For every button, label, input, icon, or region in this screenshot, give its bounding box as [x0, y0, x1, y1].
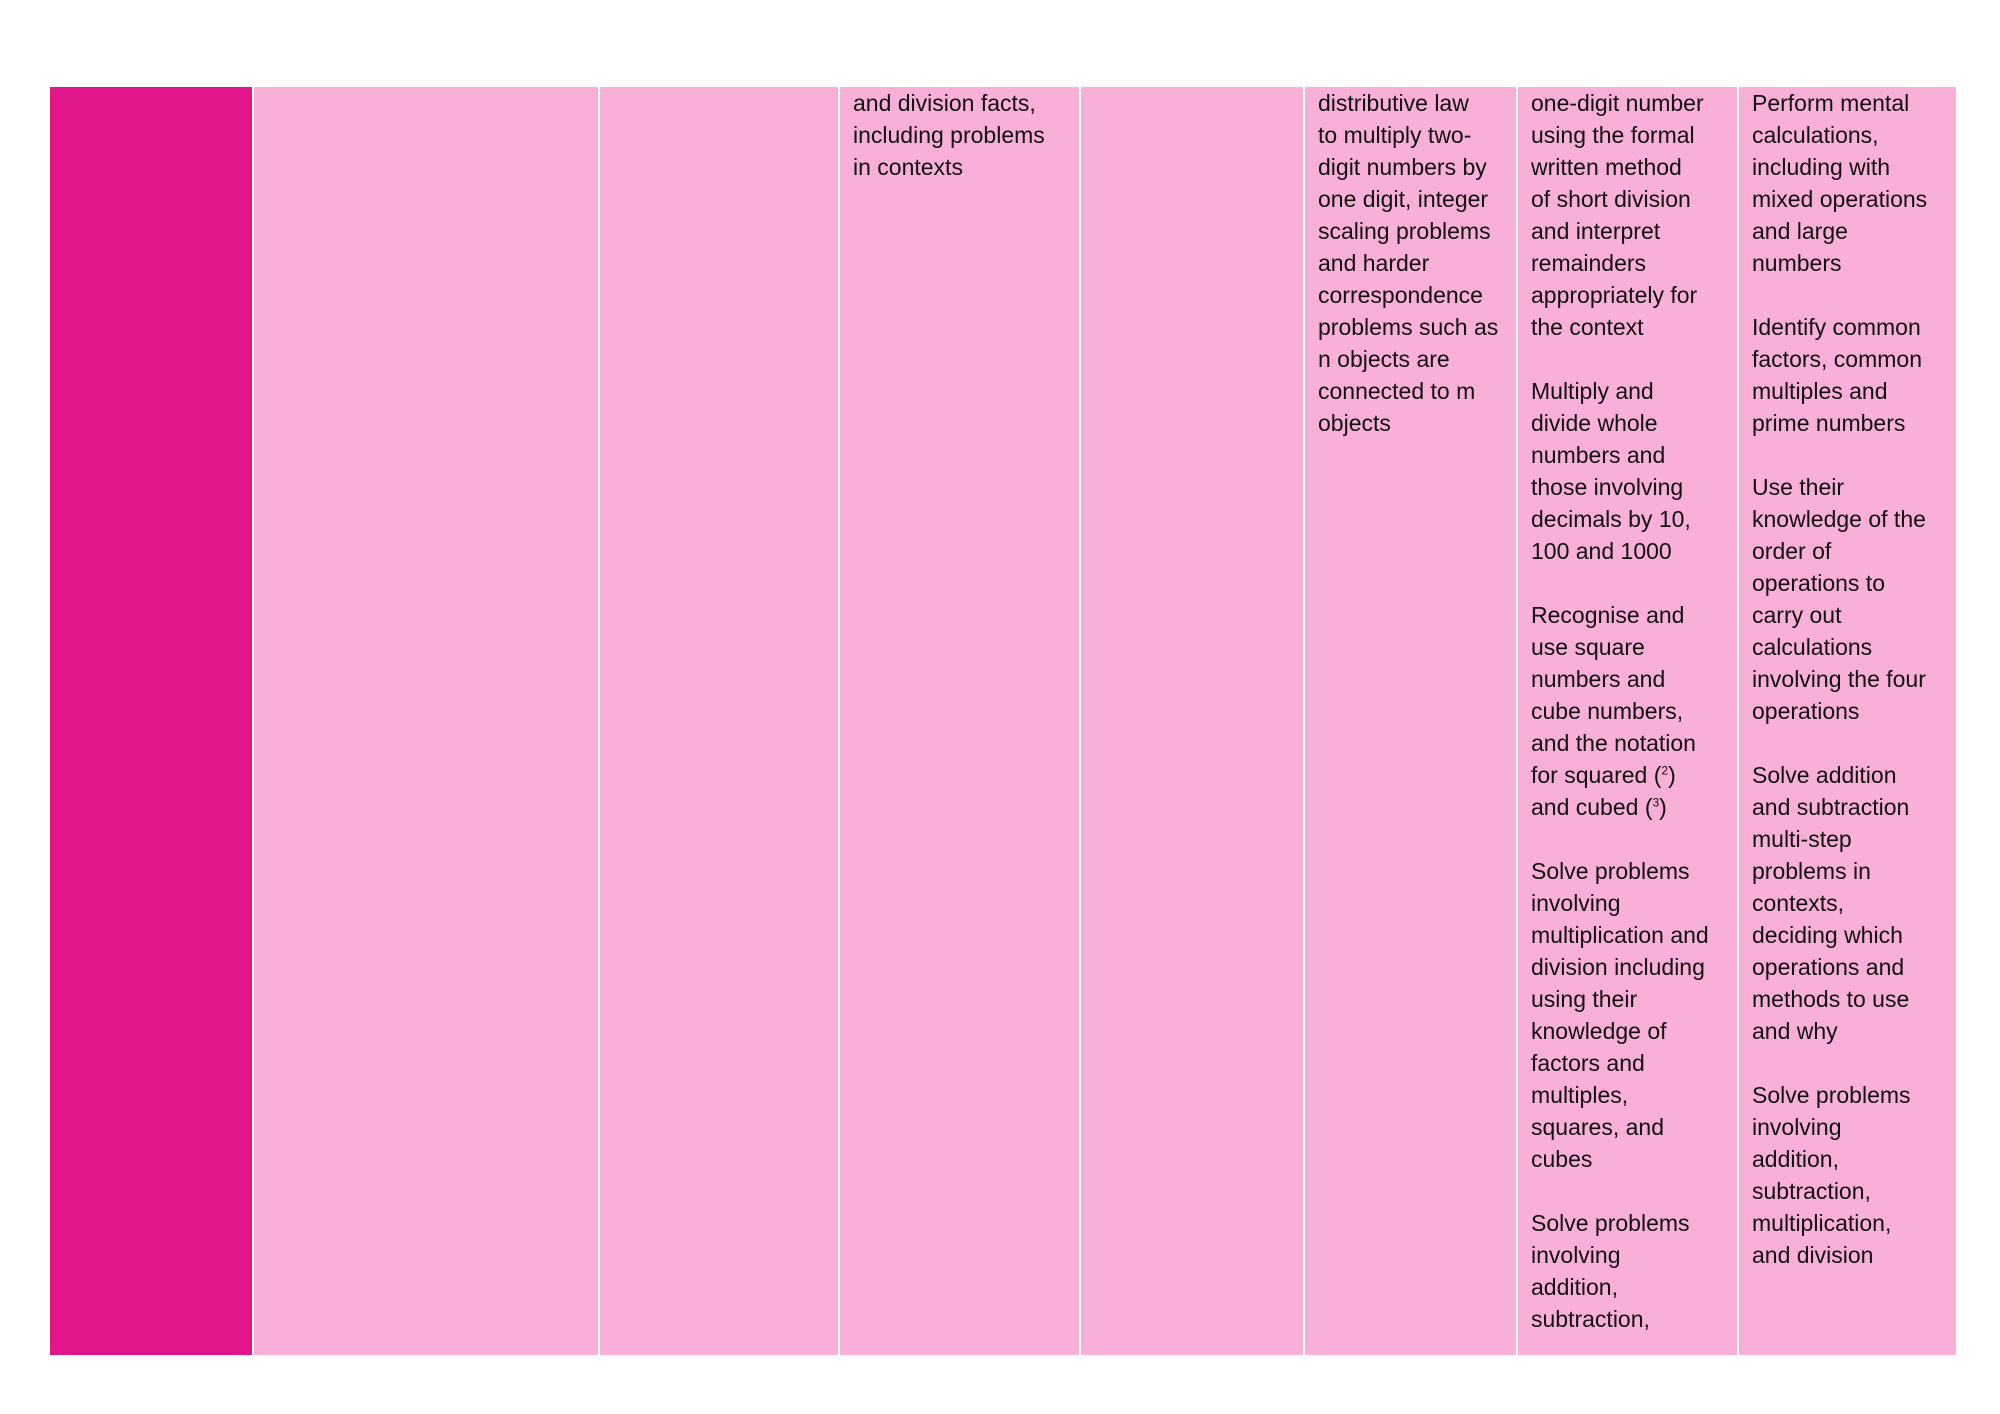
cell-text: Solve problems involving addition, subtraction,: [1531, 1210, 1690, 1332]
squared-label: for squared (: [1531, 762, 1662, 788]
table-cell-col7: [1739, 87, 1956, 1355]
table-cell-col4: [1081, 87, 1305, 1355]
squared-superscript: 2: [1661, 763, 1669, 778]
cell-text: and division facts, including problems in contexts: [853, 90, 1045, 180]
cell-text: distributive law to multiply two- digit numbers by one digit, integer scaling problems and harder correspondence problems such as n objects are connected to m objects: [1318, 90, 1499, 436]
cell-text: one-digit number using the formal written method of short division and interpret remainders appropriately for the context: [1531, 90, 1704, 340]
squares-cubes-text: [1531, 599, 1727, 823]
cell-text: Multiply and divide whole numbers and those involving decimals by 10, 100 and 1000: [1531, 378, 1691, 564]
strand-header-column: [50, 87, 254, 1355]
cell-text: Solve addition and subtraction multi-step problems in contexts, deciding which operations and methods to use and why: [1752, 762, 1910, 1044]
cubed-superscript: 3: [1652, 795, 1660, 810]
cell-text: Identify common factors, common multiples and prime numbers: [1752, 314, 1922, 436]
table-cell-col3: [840, 87, 1081, 1355]
cell-text: Perform mental calculations, including with mixed operations and large numbers: [1752, 90, 1928, 276]
cell-text: Use their knowledge of the order of operations to carry out calculations involving the four operations: [1752, 474, 1926, 724]
cubed-close: ): [1659, 794, 1667, 820]
table-cell-col2: [600, 87, 840, 1355]
squares-cubes-intro: Recognise and use square numbers and cube numbers, and the notation: [1531, 602, 1696, 756]
table-cell-col6: [1518, 87, 1739, 1355]
squared-close: ): [1668, 762, 1676, 788]
cell-text: Solve problems involving addition, subtraction, multiplication, and division: [1752, 1082, 1911, 1268]
curriculum-table: [50, 87, 1956, 1355]
table-cell-col1: [254, 87, 600, 1355]
table-cell-col5: [1305, 87, 1518, 1355]
cell-text: Solve problems involving multiplication and division including using their knowledge of factors and multiples, squares, and cubes: [1531, 858, 1709, 1172]
cubed-label: and cubed (: [1531, 794, 1653, 820]
